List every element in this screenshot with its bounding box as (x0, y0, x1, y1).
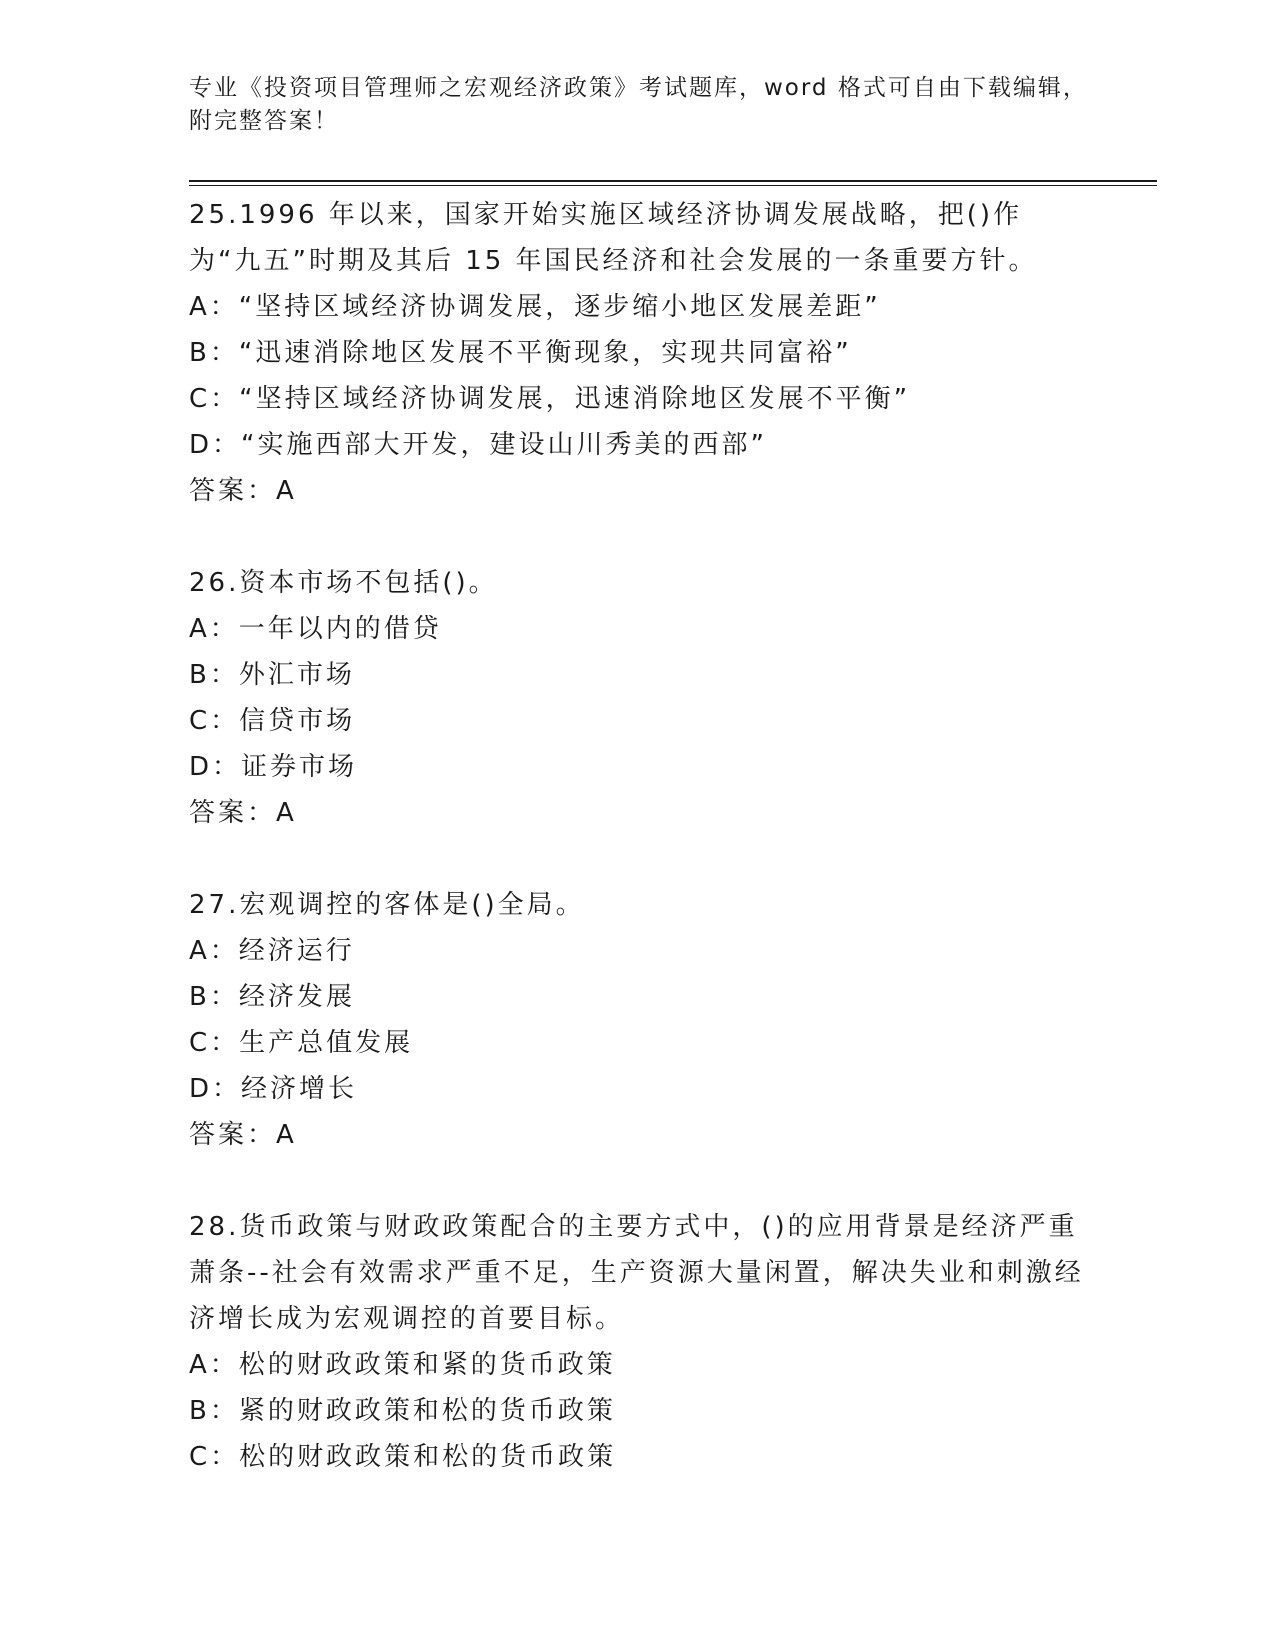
option-c: C：“坚持区域经济协调发展，迅速消除地区发展不平衡” (189, 384, 911, 414)
question-stem: 25.1996 年以来，国家开始实施区域经济协调发展战略，把()作为“九五”时期及其后 15 年国民经济和社会发展的一条重要方针。 (189, 200, 1038, 276)
option-a: A：“坚持区域经济协调发展，逐步缩小地区发展差距” (189, 292, 881, 322)
option-c: C：生产总值发展 (189, 1028, 414, 1058)
answer-line: 答案：A (189, 798, 297, 828)
option-a: A：松的财政政策和紧的货币政策 (189, 1350, 616, 1380)
question-25 (189, 192, 1089, 514)
option-c: C：信贷市场 (189, 706, 356, 736)
option-a: A：一年以内的借贷 (189, 614, 442, 644)
option-d: D：“实施西部大开发，建设山川秀美的西部” (189, 430, 767, 460)
question-stem: 27.宏观调控的客体是()全局。 (189, 890, 585, 920)
option-a: A：经济运行 (189, 936, 355, 966)
option-b: B：经济发展 (189, 982, 355, 1012)
question-stem: 26.资本市场不包括()。 (189, 568, 498, 598)
answer-line: 答案：A (189, 1120, 297, 1150)
answer-line: 答案：A (189, 476, 297, 506)
option-b: B：外汇市场 (189, 660, 355, 690)
question-27 (189, 882, 1089, 1158)
header-divider-thick (189, 180, 1157, 182)
question-28 (189, 1204, 1089, 1480)
header-line-2: 附完整答案！ (189, 108, 339, 134)
option-c: C：松的财政政策和松的货币政策 (189, 1442, 617, 1472)
question-list (189, 192, 1089, 1526)
question-stem: 28.货币政策与财政政策配合的主要方式中，()的应用背景是经济严重萧条--社会有效需求严重不足，生产资源大量闲置，解决失业和刺激经济增长成为宏观调控的首要目标。 (189, 1212, 1084, 1334)
option-b: B：紧的财政政策和松的货币政策 (189, 1396, 616, 1426)
option-b: B：“迅速消除地区发展不平衡现象，实现共同富裕” (189, 338, 852, 368)
header-divider-thin (189, 185, 1157, 186)
question-26 (189, 560, 1089, 836)
header-line-1: 专业《投资项目管理师之宏观经济政策》考试题库，word 格式可自由下载编辑， (189, 75, 1088, 101)
option-d: D：证券市场 (189, 752, 358, 782)
document-header (189, 72, 1089, 138)
option-d: D：经济增长 (189, 1074, 358, 1104)
